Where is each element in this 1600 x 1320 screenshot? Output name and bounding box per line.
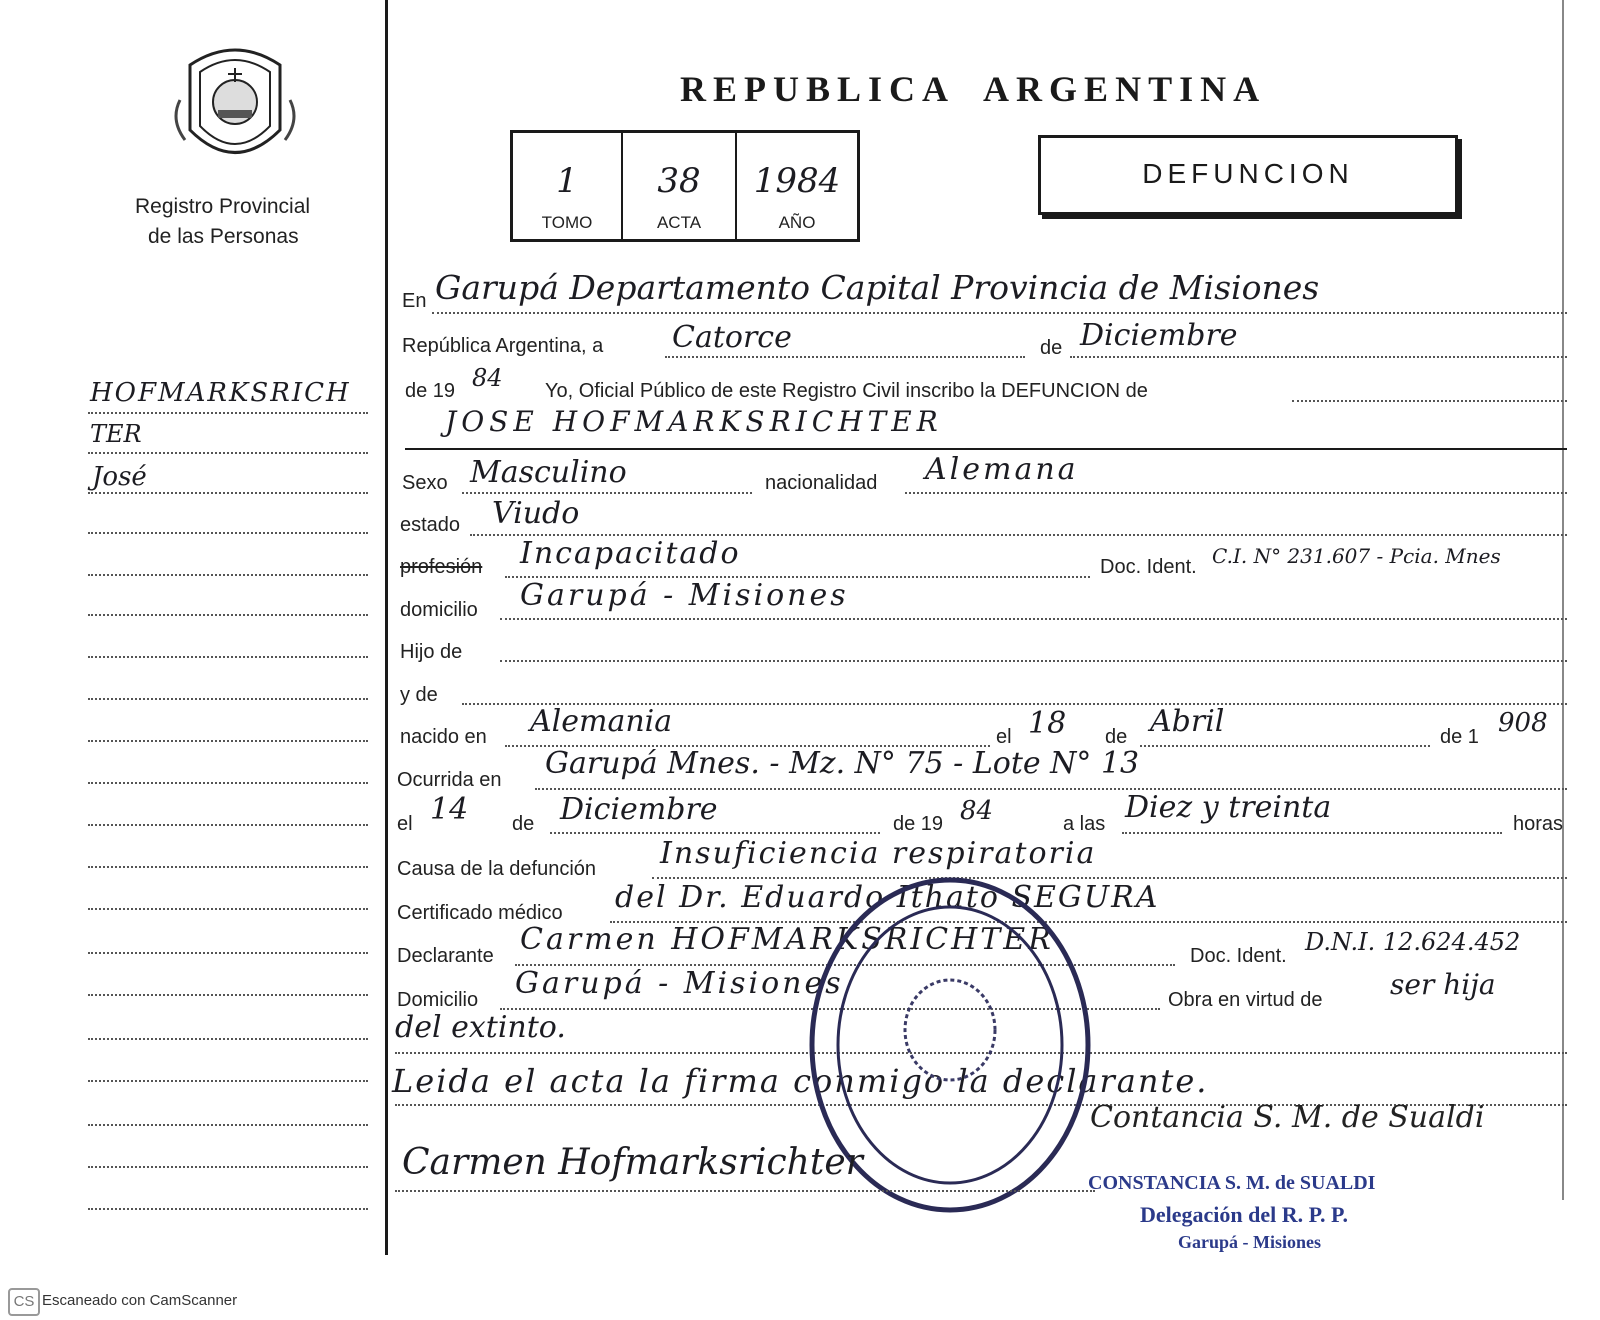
province-seal (170, 40, 300, 170)
declarant-signature: Carmen Hofmarksrichter (402, 1142, 863, 1183)
deceased-name-value: JOSE HOFMARKSRICHTER (445, 405, 943, 438)
margin-dotted-line (88, 574, 368, 576)
doc-ident-value: C.I. N° 231.607 - Pcia. Mnes (1212, 544, 1501, 568)
death-de-label: de (512, 813, 535, 835)
ano-value: 1984 (753, 161, 841, 201)
margin-dotted-line (88, 866, 368, 868)
obra-label: Obra en virtud de (1168, 989, 1323, 1011)
dotted-line (395, 1190, 1095, 1192)
margin-dotted-line (88, 1208, 368, 1210)
y-de-label: y de (400, 684, 438, 706)
official-signature: Contancia S. M. de Sualdi (1090, 1100, 1485, 1135)
dotted-line (1070, 356, 1567, 358)
margin-dotted-line (88, 532, 368, 534)
year-value: 84 (472, 364, 503, 392)
margin-dotted-line (88, 452, 368, 454)
margin-dotted-line (88, 1080, 368, 1082)
tomo-value: 1 (556, 161, 578, 201)
camscanner-badge (8, 1288, 40, 1316)
death-el-label: el (397, 813, 413, 835)
ocurrida-label: Ocurrida en (397, 769, 502, 791)
horas-label: horas (1513, 813, 1564, 835)
margin-note-surname: HOFMARKSRICH (90, 378, 351, 408)
official-stamp-line2: Delegación del R. P. P. (1140, 1202, 1348, 1227)
tomo-label: TOMO (541, 213, 593, 232)
camscanner-label: Escaneado con CamScanner (42, 1292, 238, 1309)
right-edge-line (1562, 0, 1564, 1200)
dotted-line (462, 492, 752, 494)
camscanner-logo-text: CS (13, 1293, 35, 1310)
dotted-line (665, 356, 1025, 358)
death-month-value: Diciembre (560, 792, 718, 827)
margin-dotted-line (88, 1166, 368, 1168)
estado-label: estado (400, 514, 461, 536)
dotted-line (500, 660, 1567, 662)
declarant-value: Carmen HOFMARKSRICHTER (520, 922, 1054, 957)
cause-of-death-value: Insuficiencia respiratoria (660, 836, 1097, 871)
acta-label: ACTA (656, 213, 702, 232)
relationship-value: ser hija (1390, 968, 1496, 1001)
margin-dotted-line (88, 698, 368, 700)
document-type-box (1038, 135, 1458, 215)
sex-value: Masculino (470, 455, 627, 490)
declarant-address-value: Garupá - Misiones (515, 966, 844, 1001)
en-label: En (402, 290, 427, 312)
dotted-line (550, 832, 880, 834)
nacido-en-label: nacido en (400, 726, 487, 748)
death-year-value: 84 (960, 796, 994, 826)
nacionalidad-label: nacionalidad (765, 472, 878, 494)
record-number-box (510, 130, 860, 242)
place-value: Garupá Departamento Capital Provincia de Misiones (435, 268, 1320, 307)
margin-dotted-line (88, 1038, 368, 1040)
inscription-text: Yo, Oficial Público de este Registro Civil inscribo la DEFUNCION de (545, 380, 1148, 402)
margin-dotted-line (88, 614, 368, 616)
de19-label: de 19 (405, 380, 456, 402)
dotted-line (1140, 745, 1430, 747)
declarante-label: Declarante (397, 945, 494, 967)
document-type-label: DEFUNCION (1142, 158, 1354, 189)
birth-day-value: 18 (1028, 706, 1067, 741)
registry-name-line2: de las Personas (148, 225, 299, 248)
margin-dotted-line (88, 492, 368, 494)
dotted-line (500, 618, 1567, 620)
margin-dotted-line (88, 824, 368, 826)
acta-value: 38 (657, 161, 701, 201)
doc-ident-2-label: Doc. Ident. (1190, 945, 1287, 967)
address-value: Garupá - Misiones (520, 578, 849, 613)
doctor-value: del Dr. Eduardo Ithato SEGURA (615, 880, 1160, 915)
birth-year-value: 908 (1498, 708, 1548, 738)
dotted-line (652, 877, 1567, 879)
dotted-line (535, 788, 1567, 790)
civil-status-value: Viudo (492, 496, 580, 531)
day-value: Catorce (672, 320, 792, 355)
a-las-label: a las (1063, 813, 1106, 835)
el-label: el (996, 726, 1012, 748)
name-underline (405, 448, 1567, 450)
registry-name-line1: Registro Provincial (135, 195, 311, 218)
death-day-value: 14 (430, 792, 469, 827)
death-time-value: Diez y treinta (1125, 790, 1332, 825)
margin-dotted-line (88, 412, 368, 414)
birthplace-value: Alemania (530, 704, 673, 739)
birth-de-label: de (1105, 726, 1128, 748)
relationship-continuation: del extinto. (395, 1010, 566, 1045)
misiones-seal-icon (170, 40, 300, 170)
domicilio-2-label: Domicilio (397, 989, 479, 1011)
birth-month-value: Abril (1150, 704, 1225, 739)
certificado-label: Certificado médico (397, 902, 563, 924)
margin-dotted-line (88, 782, 368, 784)
domicilio-label: domicilio (400, 599, 478, 621)
de-1-label: de 1 (1440, 726, 1479, 748)
margin-note-given-name: José (92, 462, 147, 492)
official-stamp-line3: Garupá - Misiones (1178, 1232, 1322, 1252)
month-value: Diciembre (1080, 318, 1238, 353)
official-stamp-line1: CONSTANCIA S. M. de SUALDI (1088, 1172, 1376, 1194)
hijo-de-label: Hijo de (400, 641, 463, 663)
margin-note-surname-cont: TER (90, 420, 142, 448)
reading-statement: Leida el acta la firma conmigo la declarante. (392, 1062, 1209, 1100)
doc-ident-label: Doc. Ident. (1100, 556, 1197, 578)
margin-dotted-line (88, 952, 368, 954)
margin-dotted-line (88, 656, 368, 658)
dotted-line (905, 492, 1567, 494)
margin-dotted-line (88, 740, 368, 742)
ano-label: AÑO (778, 213, 816, 232)
margin-dotted-line (88, 1124, 368, 1126)
de-label: de (1040, 337, 1063, 359)
place-of-death-value: Garupá Mnes. - Mz. N° 75 - Lote N° 13 (545, 746, 1140, 781)
margin-dotted-line (88, 994, 368, 996)
dotted-line (1122, 832, 1502, 834)
profession-value: Incapacitado (520, 536, 741, 571)
republica-label: República Argentina, a (402, 335, 604, 357)
death-de19-label: de 19 (893, 813, 944, 835)
declarant-doc-value: D.N.I. 12.624.452 (1305, 928, 1521, 956)
profesion-label: profesión (400, 556, 483, 578)
dotted-line (432, 312, 1567, 314)
dotted-line (1292, 400, 1567, 402)
causa-label: Causa de la defunción (397, 858, 597, 880)
nationality-value: Alemana (925, 452, 1079, 487)
margin-dotted-line (88, 908, 368, 910)
country-title: REPUBLICA ARGENTINA (680, 69, 1267, 109)
column-divider (385, 0, 388, 1255)
sexo-label: Sexo (402, 472, 448, 494)
